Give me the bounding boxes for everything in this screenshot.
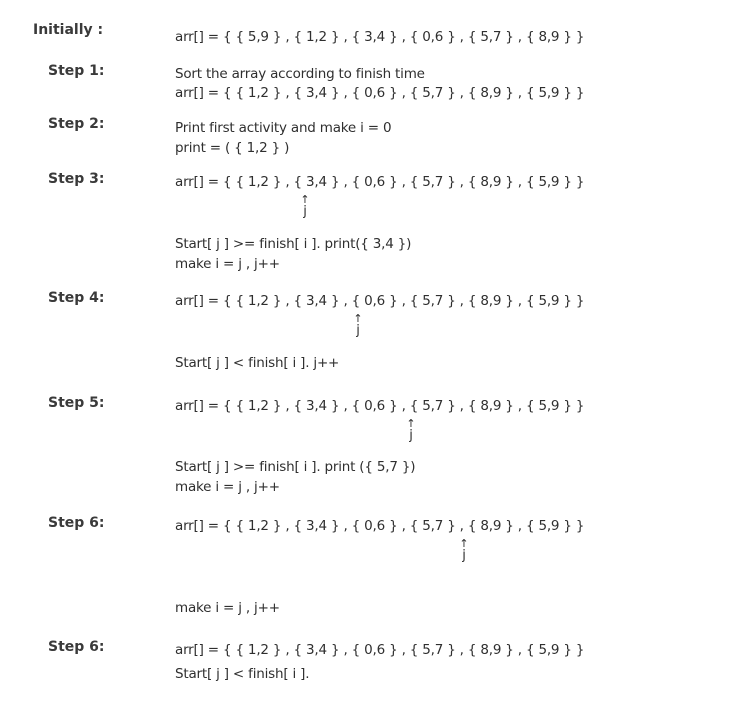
step-label-4: Step 4: — [48, 290, 105, 306]
condition-line: Start[ j ] < finish[ i ]. j++ — [175, 355, 340, 371]
pointer-label-j: j — [303, 204, 307, 219]
step-text-line: Sort the array according to finish time — [175, 66, 425, 82]
pointer-marker — [299, 195, 311, 219]
array-line: arr[] = { { 1,2 } , { 3,4 } , { 0,6 } , { 5,7 } , { 8,9 } , { 5,9 } } — [175, 174, 585, 190]
print-line: print = ( { 1,2 } ) — [175, 140, 290, 156]
up-arrow-icon: ↑ — [300, 193, 310, 206]
step-label-2: Step 2: — [48, 116, 105, 132]
array-line: arr[] = { { 1,2 } , { 3,4 } , { 0,6 } , { 5,7 } , { 8,9 } , { 5,9 } } — [175, 518, 585, 534]
pointer-marker — [352, 314, 364, 338]
pointer-marker — [405, 419, 417, 443]
array-line: arr[] = { { 1,2 } , { 3,4 } , { 0,6 } , { 5,7 } , { 8,9 } , { 5,9 } } — [175, 398, 585, 414]
array-line: arr[] = { { 1,2 } , { 3,4 } , { 0,6 } , { 5,7 } , { 8,9 } , { 5,9 } } — [175, 293, 585, 309]
step-text-line: Print first activity and make i = 0 — [175, 120, 392, 136]
pointer-label-j: j — [462, 548, 466, 563]
up-arrow-icon: ↑ — [353, 312, 363, 325]
update-line: make i = j , j++ — [175, 479, 280, 495]
step-label-3: Step 3: — [48, 171, 105, 187]
step-label-6-final: Step 6: — [48, 639, 105, 655]
pointer-label-j: j — [409, 428, 413, 443]
step-label-initially: Initially : — [33, 22, 104, 38]
step-label-5: Step 5: — [48, 395, 105, 411]
condition-line: Start[ j ] >= finish[ i ]. print({ 3,4 }) — [175, 236, 412, 252]
step-label-1: Step 1: — [48, 63, 105, 79]
array-line: arr[] = { { 5,9 } , { 1,2 } , { 3,4 } , { 0,6 } , { 5,7 } , { 8,9 } } — [175, 29, 585, 45]
condition-line: Start[ j ] >= finish[ i ]. print ({ 5,7 }) — [175, 459, 416, 475]
array-line: arr[] = { { 1,2 } , { 3,4 } , { 0,6 } , { 5,7 } , { 8,9 } , { 5,9 } } — [175, 642, 585, 658]
step-label-6: Step 6: — [48, 515, 105, 531]
pointer-marker — [458, 539, 470, 563]
pointer-label-j: j — [356, 323, 360, 338]
update-line: make i = j , j++ — [175, 256, 280, 272]
update-line: make i = j , j++ — [175, 600, 280, 616]
up-arrow-icon: ↑ — [459, 537, 469, 550]
up-arrow-icon: ↑ — [406, 417, 416, 430]
array-line: arr[] = { { 1,2 } , { 3,4 } , { 0,6 } , { 5,7 } , { 8,9 } , { 5,9 } } — [175, 85, 585, 101]
condition-line: Start[ j ] < finish[ i ]. — [175, 666, 310, 682]
